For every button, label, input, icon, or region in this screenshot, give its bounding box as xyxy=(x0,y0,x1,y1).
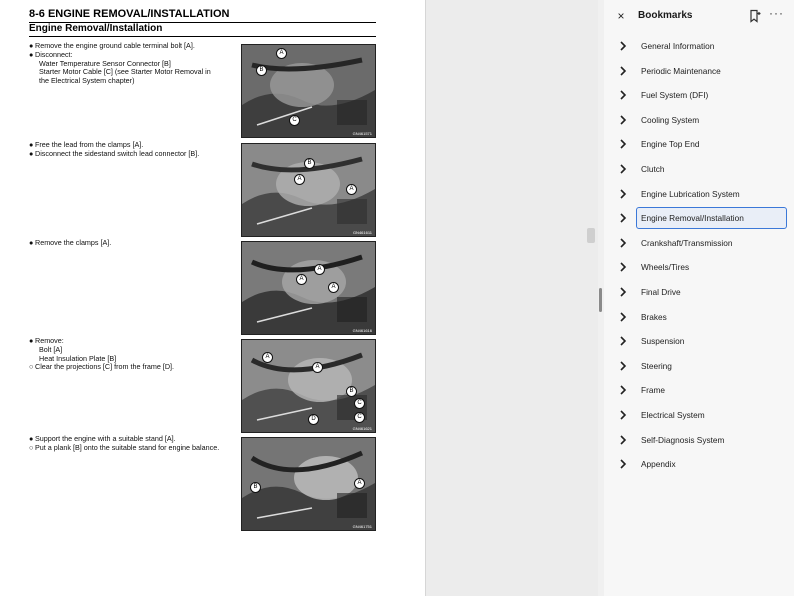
bookmark-label: Appendix xyxy=(641,459,676,470)
step-line xyxy=(29,444,239,453)
chevron-right-icon[interactable] xyxy=(618,64,628,76)
bookmark-item[interactable] xyxy=(614,453,786,475)
step-text: Disconnect: xyxy=(35,49,73,59)
callout-label: B xyxy=(346,386,357,397)
step-text: Heat Insulation Plate [B] xyxy=(39,353,117,363)
scrollbar-thumb[interactable] xyxy=(587,228,595,243)
page-title: 8-6 ENGINE REMOVAL/INSTALLATION xyxy=(29,8,230,20)
step-text: Clear the projections [C] from the frame [D]. xyxy=(35,362,175,372)
bookmark-item[interactable] xyxy=(614,232,786,254)
step-text: Remove: xyxy=(35,336,64,345)
panel-title: Bookmarks xyxy=(638,10,693,21)
bookmark-label: Engine Removal/Installation xyxy=(641,213,744,224)
step-text: the Electrical System chapter) xyxy=(39,76,135,86)
bullet-icon: ● xyxy=(29,41,34,50)
bookmark-label: Electrical System xyxy=(641,410,705,420)
step-line xyxy=(29,77,239,86)
vertical-scrollbar[interactable] xyxy=(586,0,596,596)
bookmark-label: Frame xyxy=(641,385,665,396)
chevron-right-icon[interactable] xyxy=(618,162,628,174)
chevron-right-icon[interactable] xyxy=(618,334,628,346)
chevron-right-icon[interactable] xyxy=(618,39,628,51)
chevron-right-icon[interactable] xyxy=(618,285,628,297)
step-line xyxy=(29,363,239,372)
bullet-icon: ○ xyxy=(29,362,34,372)
bullet-icon: ○ xyxy=(29,442,34,452)
figure-id: GN461571 xyxy=(352,131,372,136)
bookmark-item[interactable] xyxy=(614,429,786,451)
bookmark-item[interactable] xyxy=(614,183,786,205)
callout-label: A xyxy=(276,48,287,59)
callout-label: A xyxy=(294,174,305,185)
bookmark-item[interactable] xyxy=(614,355,786,377)
bookmark-label: Final Drive xyxy=(641,287,681,297)
bookmark-label: Wheels/Tires xyxy=(641,262,690,273)
step-photo xyxy=(241,44,376,138)
callout-label: C xyxy=(354,412,365,423)
bookmarks-panel xyxy=(604,0,794,596)
bookmark-item[interactable] xyxy=(614,281,786,303)
bookmark-item[interactable] xyxy=(614,109,786,131)
callout-label: C xyxy=(289,115,300,126)
callout-label: A xyxy=(314,264,325,275)
step-line xyxy=(29,150,239,159)
bookmark-label: Cooling System xyxy=(641,114,700,125)
figure-id: GN461621 xyxy=(352,426,372,431)
bullet-icon: ● xyxy=(29,49,34,59)
chevron-right-icon[interactable] xyxy=(618,211,628,223)
step-text: Remove the engine ground cable terminal bolt [A]. xyxy=(35,41,195,50)
chevron-right-icon[interactable] xyxy=(618,88,628,100)
bookmark-item[interactable] xyxy=(614,84,786,106)
bookmark-label: Steering xyxy=(641,360,672,371)
bookmark-item[interactable] xyxy=(614,133,786,155)
close-icon[interactable]: × xyxy=(617,9,625,23)
bookmark-label: Clutch xyxy=(641,164,665,174)
bookmark-item[interactable] xyxy=(614,60,786,82)
step-text: Remove the clamps [A]. xyxy=(35,238,112,247)
procedure-step xyxy=(29,435,239,453)
section-rule xyxy=(29,36,376,37)
procedure-step xyxy=(29,337,239,372)
step-text: Bolt [A] xyxy=(39,344,63,354)
add-bookmark-icon[interactable] xyxy=(748,9,762,23)
more-options-icon[interactable]: ··· xyxy=(769,6,784,20)
callout-label: C xyxy=(354,398,365,409)
step-line xyxy=(29,239,239,248)
bookmark-item[interactable] xyxy=(614,306,786,328)
step-text: Free the lead from the clamps [A]. xyxy=(35,140,144,149)
bookmark-label: Engine Lubrication System xyxy=(641,188,740,199)
bookmark-label: Suspension xyxy=(641,336,685,347)
chevron-right-icon[interactable] xyxy=(618,359,628,371)
bookmark-item[interactable] xyxy=(614,158,786,180)
callout-label: A xyxy=(312,362,323,373)
figure-id: GN461616 xyxy=(352,328,372,333)
callout-label: D xyxy=(308,414,319,425)
chevron-right-icon[interactable] xyxy=(618,433,628,445)
step-text: Water Temperature Sensor Connector [B] xyxy=(39,58,171,68)
chevron-right-icon[interactable] xyxy=(618,383,628,395)
procedure-step xyxy=(29,42,239,86)
bullet-icon: ● xyxy=(29,140,34,149)
bookmark-item[interactable] xyxy=(614,35,786,57)
bookmark-label: Brakes xyxy=(641,311,667,322)
bookmark-label: Crankshaft/Transmission xyxy=(641,237,733,248)
callout-label: A xyxy=(346,184,357,195)
chevron-right-icon[interactable] xyxy=(618,137,628,149)
bullet-icon: ● xyxy=(29,148,34,158)
chevron-right-icon[interactable] xyxy=(618,187,628,199)
figure-id: GN461611 xyxy=(352,230,372,235)
callout-label: A xyxy=(354,478,365,489)
figure-id: GN461751 xyxy=(352,524,372,529)
bookmark-item[interactable] xyxy=(614,207,786,229)
bookmark-label: Engine Top End xyxy=(641,139,700,150)
bookmark-item[interactable] xyxy=(614,379,786,401)
section-title: Engine Removal/Installation xyxy=(29,23,163,34)
bookmark-item[interactable] xyxy=(614,256,786,278)
bookmark-label: General Information xyxy=(641,41,715,51)
step-photo xyxy=(241,437,376,531)
bookmark-label: Periodic Maintenance xyxy=(641,65,721,76)
step-photo xyxy=(241,143,376,237)
bookmark-item[interactable] xyxy=(614,404,786,426)
bullet-icon: ● xyxy=(29,238,34,247)
chevron-right-icon[interactable] xyxy=(618,408,628,420)
procedure-step xyxy=(29,239,239,248)
step-text: Starter Motor Cable [C] (see Starter Motor Removal in xyxy=(39,67,211,77)
step-photo xyxy=(241,339,376,433)
bullet-icon: ● xyxy=(29,434,34,443)
bookmark-label: Self-Diagnosis System xyxy=(641,434,725,445)
chevron-right-icon[interactable] xyxy=(618,260,628,272)
step-text: Support the engine with a suitable stand [A]. xyxy=(35,434,176,443)
bookmark-item[interactable] xyxy=(614,330,786,352)
bookmark-label: Fuel System (DFI) xyxy=(641,90,709,101)
chevron-right-icon[interactable] xyxy=(618,113,628,125)
callout-label: A xyxy=(296,274,307,285)
chevron-right-icon[interactable] xyxy=(618,457,628,469)
chevron-right-icon[interactable] xyxy=(618,310,628,322)
callout-label: B xyxy=(304,158,315,169)
panel-resize-handle[interactable] xyxy=(599,288,602,312)
callout-label: A xyxy=(262,352,273,363)
bullet-icon: ● xyxy=(29,336,34,345)
callout-label: A xyxy=(328,282,339,293)
callout-label: B xyxy=(256,65,267,76)
step-text: Put a plank [B] onto the suitable stand for engine balance. xyxy=(35,442,220,452)
procedure-step xyxy=(29,141,239,159)
chevron-right-icon[interactable] xyxy=(618,236,628,248)
callout-label: B xyxy=(250,482,261,493)
step-text: Disconnect the sidestand switch lead connector [B]. xyxy=(35,148,200,158)
step-photo xyxy=(241,241,376,335)
